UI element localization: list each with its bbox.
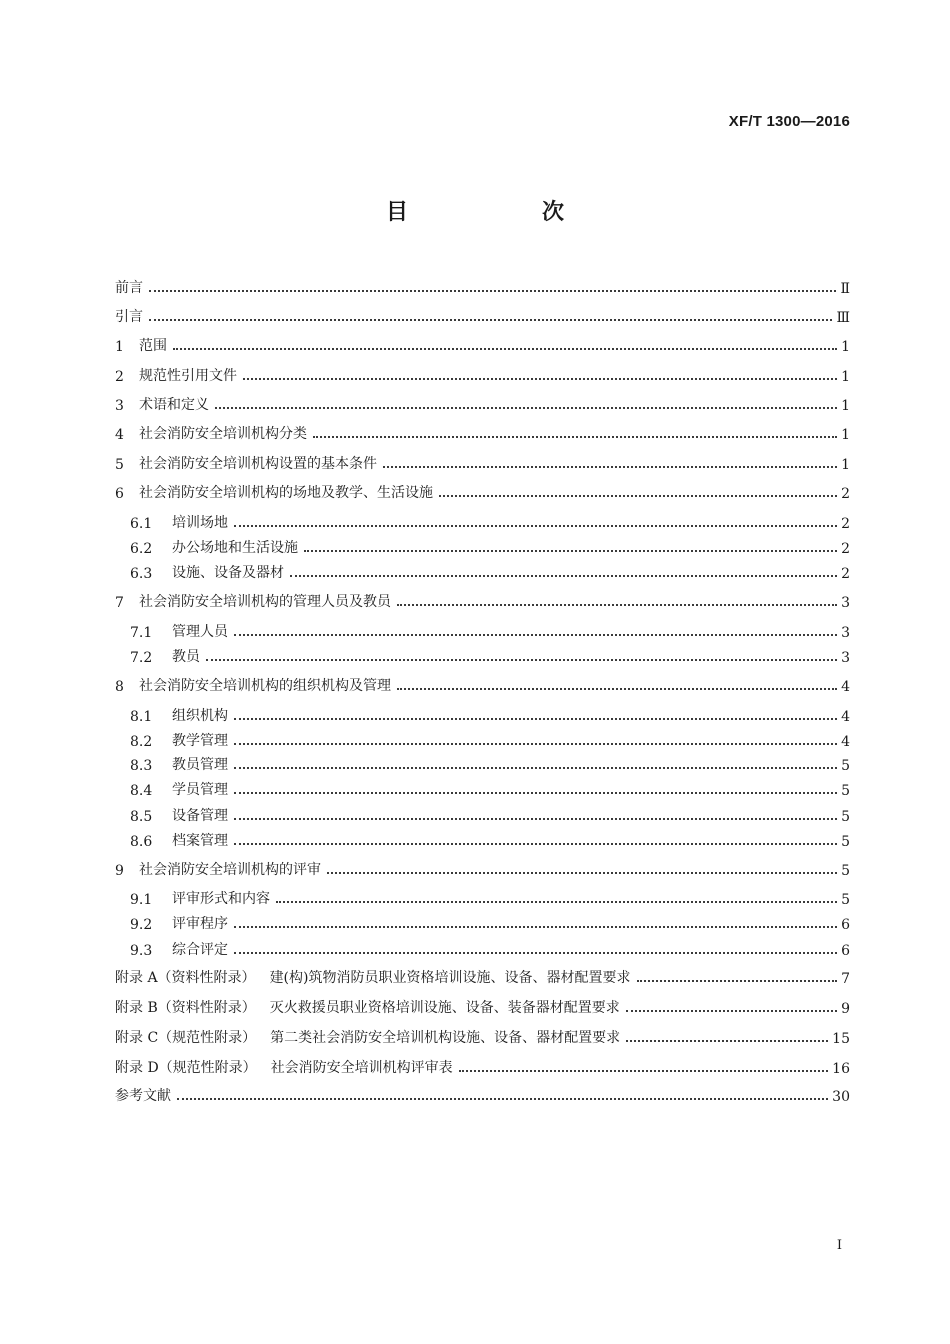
toc-entry[interactable] (115, 447, 850, 473)
toc-entry-page: 5 (841, 863, 850, 879)
toc-entry-number: 6 (115, 486, 124, 502)
toc-entry-label: 社会消防安全培训机构分类 (139, 426, 307, 442)
toc-entry-label: 评审形式和内容 (172, 891, 270, 907)
toc-entry-number: 8.4 (130, 783, 153, 799)
toc-entry-page: 1 (841, 369, 850, 385)
toc-entry-number: 2 (115, 369, 124, 385)
toc-entry-label: 教学管理 (172, 733, 228, 749)
toc-entry-page: Ⅲ (836, 310, 850, 326)
toc-entry-number: 9.2 (130, 917, 153, 933)
toc-entry-label: 灭火救援员职业资格培训设施、设备、装备器材配置要求 (269, 1000, 620, 1016)
toc-entry-number: 附录 A（资料性附录） (115, 970, 256, 986)
toc-entry-label: 设施、设备及器材 (172, 565, 284, 581)
toc-entry[interactable] (115, 853, 850, 879)
toc-entry-page: 30 (832, 1089, 850, 1105)
toc-entry-page: 1 (841, 427, 850, 443)
toc-entry-number: 8.2 (130, 734, 153, 750)
toc-entry-label: 范围 (139, 338, 167, 354)
toc-entry-page: 3 (841, 625, 850, 641)
toc-entry-label: 前言 (115, 280, 143, 296)
dot-leader (234, 843, 837, 845)
toc-entry-page: 2 (841, 541, 850, 557)
toc-entry-number: 8.3 (130, 758, 153, 774)
toc-entry-label: 组织机构 (172, 708, 228, 724)
toc-entry-label: 档案管理 (172, 833, 228, 849)
dot-leader (149, 290, 836, 292)
toc-entry-number: 附录 D（规范性附录） (115, 1060, 257, 1076)
toc-entry-page: 5 (841, 783, 850, 799)
toc-entry-page: 9 (841, 1001, 850, 1017)
toc-entry-label: 培训场地 (172, 515, 228, 531)
toc-entry-label: 第二类社会消防安全培训机构设施、设备、器材配置要求 (270, 1030, 621, 1046)
toc-entry-label: 教员管理 (172, 757, 228, 773)
dot-leader (215, 407, 837, 409)
toc-entry-number: 8.5 (130, 809, 153, 825)
toc-entry-number: 4 (115, 427, 124, 443)
toc-entry-page: 1 (841, 398, 850, 414)
page-number: I (836, 1238, 842, 1253)
dot-leader (234, 525, 837, 527)
dot-leader (177, 1098, 828, 1100)
standard-number: XF/T 1300—2016 (728, 113, 850, 130)
toc-entry-page: 4 (841, 679, 850, 695)
toc-entry[interactable] (115, 991, 850, 1017)
toc-entry[interactable] (130, 933, 850, 959)
toc-entry-number: 8.6 (130, 834, 153, 850)
toc-entry[interactable] (115, 300, 850, 326)
toc-entry-page: 7 (841, 971, 850, 987)
toc-entry-page: 5 (841, 834, 850, 850)
toc-entry-label: 教员 (172, 649, 200, 665)
dot-leader (243, 378, 837, 380)
toc-entry-page: Ⅱ (840, 281, 850, 297)
toc-entry-page: 6 (841, 917, 850, 933)
toc-entry-number: 5 (115, 457, 124, 473)
dot-leader (626, 1010, 837, 1012)
toc-entry[interactable] (130, 882, 850, 908)
toc-entry[interactable] (115, 669, 850, 695)
toc-entry-label: 综合评定 (172, 942, 228, 958)
dot-leader (234, 743, 837, 745)
toc-entry[interactable] (115, 417, 850, 443)
toc-entry[interactable] (115, 271, 850, 297)
toc-entry-page: 5 (841, 758, 850, 774)
toc-entry-label: 规范性引用文件 (139, 368, 237, 384)
toc-entry-label: 设备管理 (172, 808, 228, 824)
dot-leader (459, 1070, 828, 1072)
toc-entry[interactable] (115, 476, 850, 502)
toc-entry-page: 15 (832, 1031, 850, 1047)
dot-leader (234, 926, 837, 928)
toc-entry[interactable] (130, 799, 850, 825)
toc-entry-page: 5 (841, 809, 850, 825)
dot-leader (173, 348, 837, 350)
dot-leader (626, 1040, 828, 1042)
dot-leader (206, 659, 837, 661)
toc-entry[interactable] (115, 961, 850, 987)
toc-entry-label: 学员管理 (172, 782, 228, 798)
toc-entry[interactable] (115, 329, 850, 355)
toc-entry[interactable] (130, 556, 850, 582)
dot-leader (637, 980, 838, 982)
dot-leader (234, 634, 837, 636)
toc-entry-label: 办公场地和生活设施 (172, 540, 298, 556)
toc-entry-label: 社会消防安全培训机构的评审 (139, 862, 321, 878)
toc-entry-label: 社会消防安全培训机构的组织机构及管理 (139, 678, 391, 694)
toc-entry-label: 社会消防安全培训机构的场地及教学、生活设施 (139, 485, 433, 501)
toc-entry[interactable] (130, 748, 850, 774)
toc-entry-page: 1 (841, 457, 850, 473)
dot-leader (234, 952, 837, 954)
toc-entry[interactable] (130, 699, 850, 725)
toc-entry[interactable] (115, 388, 850, 414)
toc-entry[interactable] (130, 531, 850, 557)
toc-entry-number: 9 (115, 863, 124, 879)
toc-entry-label: 术语和定义 (139, 397, 209, 413)
toc-entry[interactable] (130, 724, 850, 750)
toc-entry-number: 9.1 (130, 892, 153, 908)
toc-entry-number: 6.2 (130, 541, 153, 557)
toc-entry[interactable] (115, 1021, 850, 1047)
toc-entry-label: 管理人员 (172, 624, 228, 640)
toc-entry-page: 3 (841, 595, 850, 611)
toc-entry-number: 8.1 (130, 709, 153, 725)
toc-entry-page: 3 (841, 650, 850, 666)
toc-entry-number: 1 (115, 339, 124, 355)
toc-entry-page: 1 (841, 339, 850, 355)
toc-entry-number: 9.3 (130, 943, 153, 959)
dot-leader (234, 767, 837, 769)
toc-entry[interactable] (130, 640, 850, 666)
dot-leader (327, 872, 837, 874)
dot-leader (397, 604, 837, 606)
toc-entry[interactable] (130, 506, 850, 532)
toc-entry-page: 2 (841, 566, 850, 582)
toc-entry[interactable] (130, 615, 850, 641)
dot-leader (149, 319, 832, 321)
toc-entry[interactable] (115, 1051, 850, 1077)
dot-leader (276, 901, 837, 903)
dot-leader (439, 495, 837, 497)
toc-entry[interactable] (115, 1079, 850, 1105)
toc-entry[interactable] (115, 359, 850, 385)
dot-leader (383, 466, 837, 468)
toc-entry[interactable] (130, 824, 850, 850)
toc-entry-page: 6 (841, 943, 850, 959)
toc-entry-page: 4 (841, 709, 850, 725)
toc-entry-page: 5 (841, 892, 850, 908)
dot-leader (397, 688, 837, 690)
toc-entry-number: 6.1 (130, 516, 153, 532)
toc-entry[interactable] (130, 773, 850, 799)
toc-entry-page: 2 (841, 516, 850, 532)
toc-entry-number: 附录 C（规范性附录） (115, 1030, 257, 1046)
dot-leader (290, 575, 837, 577)
toc-entry-number: 7 (115, 595, 124, 611)
toc-entry-number: 6.3 (130, 566, 153, 582)
toc-entry-label: 社会消防安全培训机构设置的基本条件 (139, 456, 377, 472)
toc-entry-label: 评审程序 (172, 916, 228, 932)
toc-entry-number: 7.2 (130, 650, 153, 666)
toc-entry-page: 16 (832, 1061, 850, 1077)
dot-leader (304, 550, 837, 552)
toc-entry-number: 附录 B（资料性附录） (115, 1000, 256, 1016)
dot-leader (313, 436, 837, 438)
dot-leader (234, 792, 837, 794)
page-title: 目 次 (385, 200, 620, 225)
toc-entry-label: 建(构)筑物消防员职业资格培训设施、设备、器材配置要求 (269, 970, 631, 986)
toc-entry-page: 2 (841, 486, 850, 502)
dot-leader (234, 818, 837, 820)
toc-entry-label: 引言 (115, 309, 143, 325)
toc-entry-label: 社会消防安全培训机构评审表 (270, 1060, 453, 1076)
toc-entry-page: 4 (841, 734, 850, 750)
toc-entry[interactable] (130, 907, 850, 933)
toc-entry-number: 7.1 (130, 625, 153, 641)
dot-leader (234, 718, 837, 720)
toc-entry-label: 社会消防安全培训机构的管理人员及教员 (139, 594, 391, 610)
toc-entry-number: 8 (115, 679, 124, 695)
toc-entry[interactable] (115, 585, 850, 611)
toc-entry-number: 3 (115, 398, 124, 414)
toc-entry-label: 参考文献 (115, 1088, 171, 1104)
